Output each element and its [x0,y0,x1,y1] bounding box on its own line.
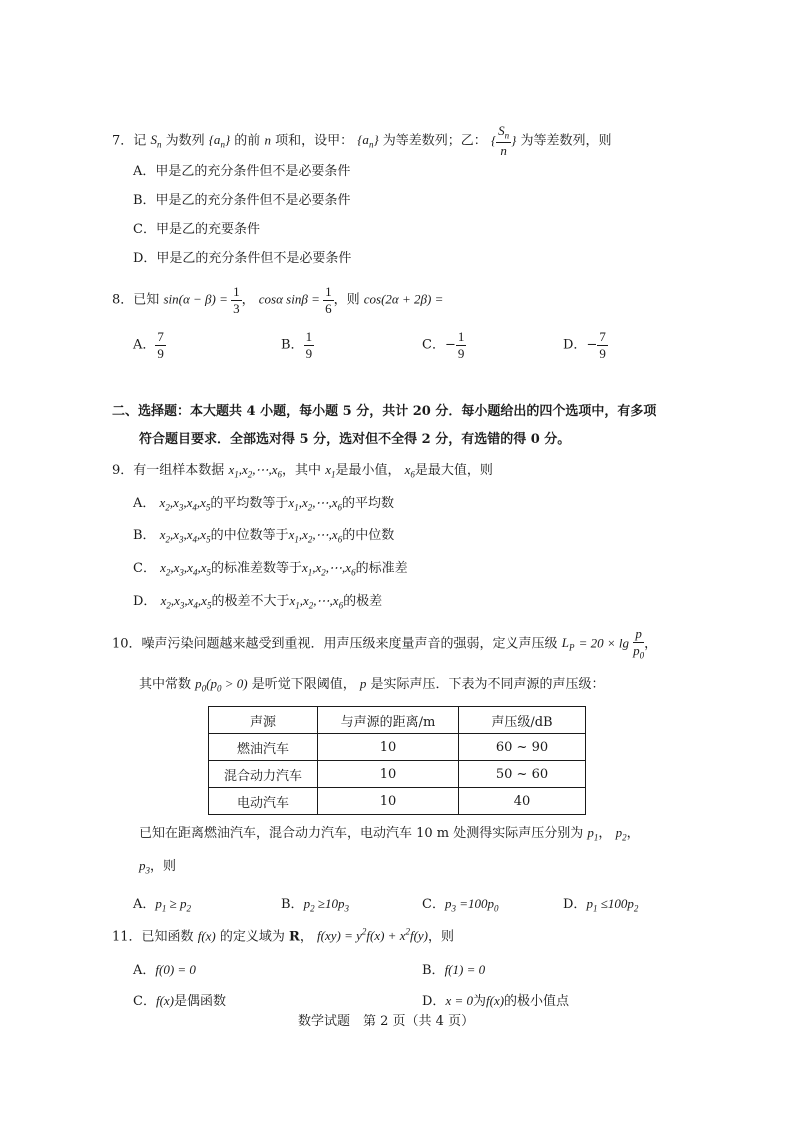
q11-option-c[interactable]: C．f(x)是偶函数 [133,993,227,1009]
table-header: 声源 [209,707,318,734]
q7-option-a[interactable]: A．甲是乙的充分条件但不是必要条件 [133,164,351,179]
q11-option-b[interactable]: B．f(1) = 0 [422,962,486,978]
q8-fraction-1-3: $\frac{1}{3}$ [233,284,240,316]
section-2-heading-line-2: 符合题目要求．全部选对得 5 分，选对但不全得 2 分，有选错的得 0 分。 [139,432,571,447]
table-cell: 电动汽车 [209,788,318,815]
table-cell: 10 [318,734,459,761]
q9-option-d[interactable]: D． $x_2,x_3,x_4,x_5$的极差不大于$x_1,x_2,\cdots,x_6$的极差 [133,593,383,611]
q9-option-b[interactable]: B． $x_2,x_3,x_4,x_5$的中位数等于$x_1,x_2,\cdots,x_6$的中位数 [133,527,395,545]
table-cell: 60 ~ 90 [459,734,586,761]
q8-stem: 8．已知 sin(α − β) = $\frac{1}{3}$ ， cosα sinβ = $\frac{1}{6}$ ，则 cos(2α + 2β) = [112,284,444,316]
table-cell: 40 [459,788,586,815]
table-cell: 50 ~ 60 [459,761,586,788]
sound-pressure-table [208,706,586,815]
q9-option-c[interactable]: C． $x_2,x_3,x_4,x_5$的标准差数等于$x_1,x_2,\cdots,x_6$的标准差 [133,560,408,578]
table-row [209,761,586,788]
q10-option-d[interactable]: D．$p_1 \le 100p_2$ [563,896,639,914]
table-header-row [209,707,586,734]
q9-option-a[interactable]: A． $x_2,x_3,x_4,x_5$的平均数等于$x_1,x_2,\cdots,x_6$的平均数 [133,495,395,513]
q11-option-a[interactable]: A．f(0) = 0 [133,962,196,978]
q8-option-a[interactable]: A． $\frac{7}{9}$ [133,329,164,361]
sn-over-n-fraction: $\frac{S_n}{n}$ [498,123,510,159]
p-over-p0-fraction: $\frac{p}{p_0}$ [633,626,645,661]
q10-after-table-line-2: $p_3$，则 [139,858,177,876]
q10-option-c[interactable]: C．$p_3 =100p_0$ [422,896,499,914]
section-2-heading-line-1: 二、选择题：本大题共 4 小题，每小题 5 分，共计 20 分．每小题给出的四个选项中，有多项 [112,404,657,419]
table-cell: 10 [318,761,459,788]
table-cell: 混合动力汽车 [209,761,318,788]
table-cell: 燃油汽车 [209,734,318,761]
q7-option-b[interactable]: B．甲是乙的充分条件但不是必要条件 [133,193,351,208]
q8-option-b[interactable]: B． $\frac{1}{9}$ [281,329,313,361]
page-footer: 数学试题 第 2 页（共 4 页） [298,1014,475,1029]
table-row [209,788,586,815]
q11-stem: 11．已知函数 f(x) 的定义域为 R， $f(xy) = y^2f(x) + x^2f(y)$，则 [112,927,455,945]
q10-stem-line-2: 其中常数 $p_0(p_0 > 0)$ 是听觉下限阈值， p 是实际声压．下表为不同声源的声压级： [139,676,605,694]
q10-option-b[interactable]: B．$p_2 \ge 10p_3$ [281,896,349,914]
table-cell: 10 [318,788,459,815]
table-row [209,734,586,761]
q11-option-d[interactable]: D．x = 0为f(x)的极小值点 [422,993,570,1009]
q8-option-c[interactable]: C．− $\frac{1}{9}$ [422,329,465,361]
q10-stem: 10．噪声污染问题越来越受到重视．用声压级来度量声音的强弱，定义声压级 $L_P = 20 \times \lg$ $\frac{p}{p_0}$ ， [112,626,658,661]
table-header: 声压级/dB [459,707,586,734]
q8-fraction-1-6: $\frac{1}{6}$ [325,284,332,316]
q8-option-d[interactable]: D．− $\frac{7}{9}$ [563,329,606,361]
q7-option-c[interactable]: C．甲是乙的充要条件 [133,222,260,237]
q9-stem: 9．有一组样本数据 $x_1,x_2,\cdots,x_6$，其中 $x_1$是最小值， $x_6$是最大值，则 [112,462,493,480]
q7-option-d[interactable]: D．甲是乙的充分条件但不是必要条件 [133,251,352,266]
table-header: 与声源的距离/m [318,707,459,734]
q10-after-table: 已知在距离燃油汽车，混合动力汽车，电动汽车 10 m 处测得实际声压分别为 $p_1$， $p_2$， [139,825,640,843]
q7-stem: 7．记 $S_n$ 为数列 $\{a_n\}$ 的前 n 项和，设甲： $\{a_n\}$ 为等差数列；乙： { $\frac{S_n}{n}$ } 为等差数列，则 [112,123,612,159]
q10-option-a[interactable]: A．$p_1 \ge p_2$ [133,896,192,914]
